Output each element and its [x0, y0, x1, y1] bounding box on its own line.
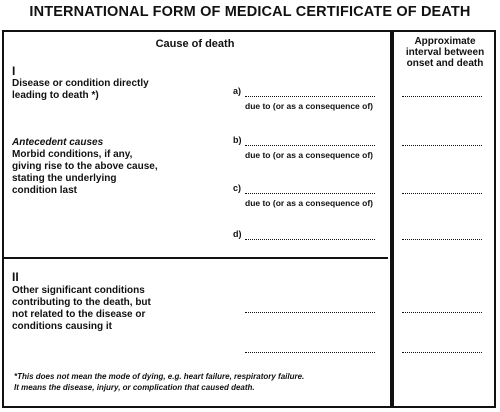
antecedent-line4: condition last [12, 185, 77, 196]
interval-header [394, 36, 496, 69]
part-two-interval-line-2[interactable] [402, 352, 482, 353]
antecedent-line2: giving rise to the above cause, [12, 161, 158, 172]
interval-header-line1: Approximate [414, 36, 476, 47]
antecedent-line1: Morbid conditions, if any, [12, 149, 133, 160]
form-title: INTERNATIONAL FORM OF MEDICAL CERTIFICATE OF DEATH [29, 4, 471, 20]
footnote-line1: *This does not mean the mode of dying, e.g. heart failure, respiratory failure. [14, 372, 305, 381]
part-two-entry-line-2[interactable] [245, 352, 375, 353]
row-b-label: b) [233, 135, 242, 145]
part-two-line1: Other significant conditions [12, 285, 145, 296]
row-d-entry-line[interactable] [245, 239, 375, 240]
row-c-due-to: due to (or as a consequence of) [245, 198, 373, 208]
section-divider [4, 257, 388, 259]
row-a-entry-line[interactable] [245, 96, 375, 97]
direct-cause-line2: leading to death *) [12, 90, 99, 101]
footnote-line2: It means the disease, injury, or complication that caused death. [14, 383, 255, 392]
row-b-interval-line[interactable] [402, 145, 482, 146]
column-divider [390, 30, 394, 408]
row-c-interval-line[interactable] [402, 193, 482, 194]
footnote [14, 371, 386, 393]
row-b-due-to: due to (or as a consequence of) [245, 150, 373, 160]
part-two-line4: conditions causing it [12, 321, 113, 332]
interval-header-line3: onset and death [406, 58, 484, 69]
part-one-numeral: I [12, 64, 16, 78]
interval-header-line2: interval between [405, 47, 485, 58]
row-a-interval-line[interactable] [402, 96, 482, 97]
cause-of-death-header: Cause of death [155, 38, 235, 50]
part-two-interval-line-1[interactable] [402, 312, 482, 313]
part-two-entry-line-1[interactable] [245, 312, 375, 313]
antecedent-causes-title: Antecedent causes [12, 137, 104, 148]
part-two-line3: not related to the disease or [12, 309, 146, 320]
part-two-numeral: II [12, 270, 19, 284]
row-d-label: d) [233, 229, 242, 239]
row-a-due-to: due to (or as a consequence of) [245, 101, 373, 111]
direct-cause-line1: Disease or condition directly [12, 78, 149, 89]
row-d-interval-line[interactable] [402, 239, 482, 240]
row-a-label: a) [233, 86, 242, 96]
antecedent-line3: stating the underlying [12, 173, 117, 184]
row-b-entry-line[interactable] [245, 145, 375, 146]
row-c-label: c) [233, 183, 242, 193]
part-two-line2: contributing to the death, but [12, 297, 151, 308]
row-c-entry-line[interactable] [245, 193, 375, 194]
